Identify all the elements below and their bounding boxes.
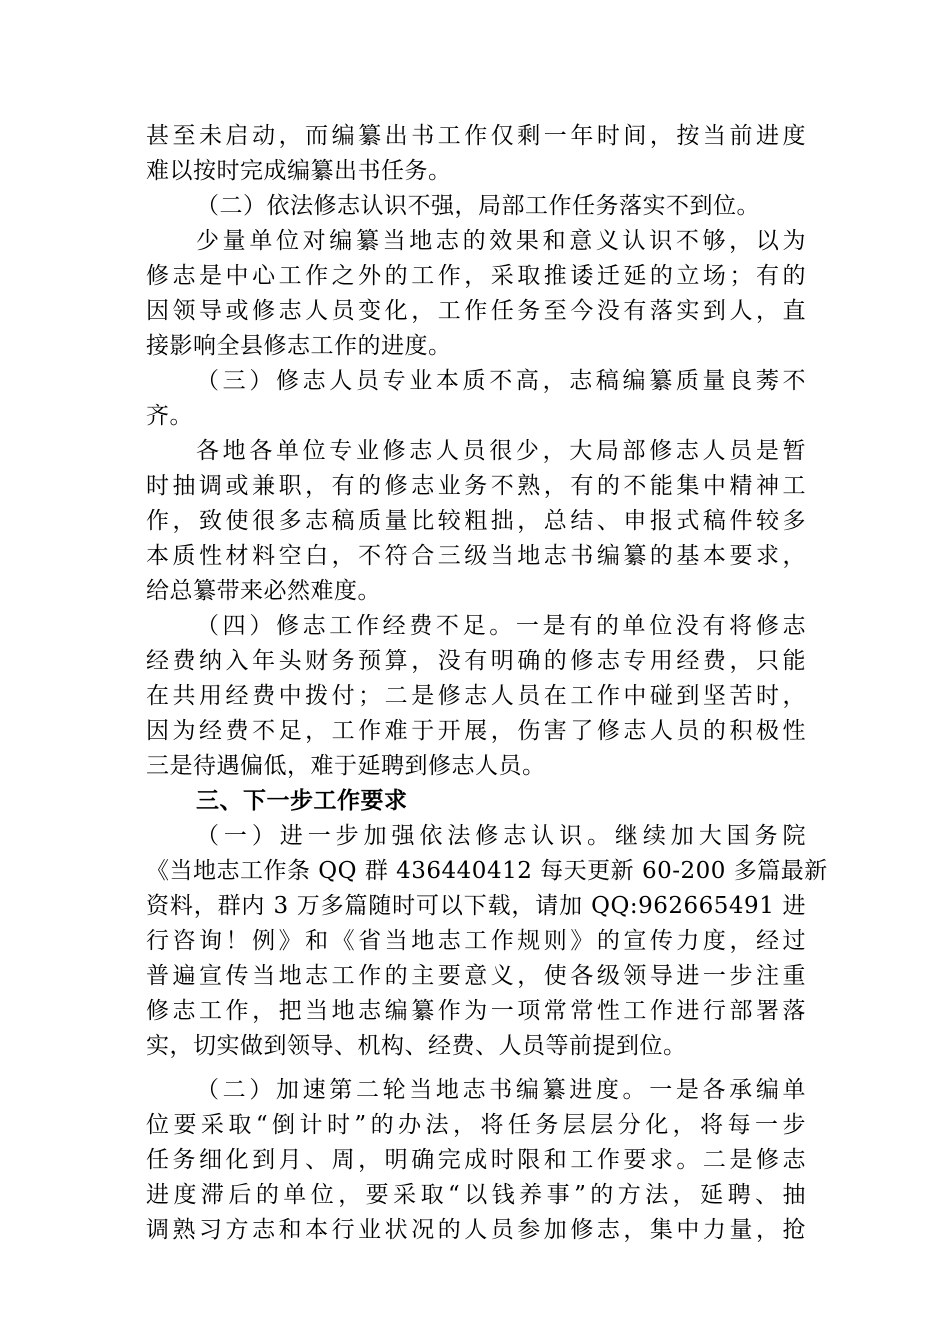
body-text-line: 行咨询！例》和《省当地志工作规则》的宣传力度，经过 [146,928,806,954]
subsection-heading: （四）修志工作经费不足。一是有的单位没有将修志 [196,613,806,639]
section-heading: 三、下一步工作要求 [196,788,408,814]
body-text-line: 《当地志工作条 QQ 群 436440412 每天更新 60-200 多篇最新 [146,858,828,884]
body-text-line: 因为经费不足，工作难于开展，伤害了修志人员的积极性 [146,718,806,744]
body-text-line: 位要采取“倒计时”的办法，将任务层层分化，将每一步 [146,1112,806,1138]
body-text-line: 各地各单位专业修志人员很少，大局部修志人员是暂 [196,438,806,464]
subsection-heading: 齐。 [146,403,193,429]
body-text-line: 普遍宣传当地志工作的主要意义，使各级领导进一步注重 [146,963,806,989]
body-text-line: 实，切实做到领导、机构、经费、人员等前提到位。 [146,1033,687,1059]
subsection-heading: （一）进一步加强依法修志认识。继续加大国务院 [196,823,806,849]
body-text-line: 难以按时完成编纂出书任务。 [146,158,452,184]
body-text-line: 资料，群内 3 万多篇随时可以下载，请加 QQ:962665491 进 [146,893,806,919]
body-text-line: 进度滞后的单位，要采取“以钱养事”的方法，延聘、抽 [146,1182,806,1208]
body-text-line: 任务细化到月、周，明确完成时限和工作要求。二是修志 [146,1147,806,1173]
body-text-line: 调熟习方志和本行业状况的人员参加修志，集中力量，抢 [146,1217,806,1243]
body-text-line: 在共用经费中拨付；二是修志人员在工作中碰到坚苦时， [146,683,806,709]
body-text-line: 少量单位对编纂当地志的效果和意义认识不够，以为 [196,228,806,254]
body-text-line: 修志工作，把当地志编纂作为一项常常性工作进行部署落 [146,998,806,1024]
subsection-heading: （二）加速第二轮当地志书编纂进度。一是各承编单 [196,1077,806,1103]
body-text-line: 因领导或修志人员变化，工作任务至今没有落实到人，直 [146,298,806,324]
body-text-line: 作，致使很多志稿质量比较粗拙，总结、申报式稿件较多 [146,508,806,534]
body-text-line: 经费纳入年头财务预算，没有明确的修志专用经费，只能 [146,648,806,674]
subsection-heading: （三）修志人员专业本质不高，志稿编纂质量良莠不 [196,368,806,394]
body-text-line: 修志是中心工作之外的工作，采取推诿迁延的立场；有的 [146,263,806,289]
subsection-heading: （二）依法修志认识不强，局部工作任务落实不到位。 [196,193,760,219]
body-text-line: 甚至未启动，而编纂出书工作仅剩一年时间，按当前进度 [146,123,806,149]
body-text-line: 给总纂带来必然难度。 [146,578,381,604]
body-text-line: 接影响全县修志工作的进度。 [146,333,452,359]
body-text-line: 时抽调或兼职，有的修志业务不熟，有的不能集中精神工 [146,473,806,499]
body-text-line: 三是待遇偏低，难于延聘到修志人员。 [146,753,546,779]
body-text-line: 本质性材料空白，不符合三级当地志书编纂的基本要求， [146,543,806,569]
